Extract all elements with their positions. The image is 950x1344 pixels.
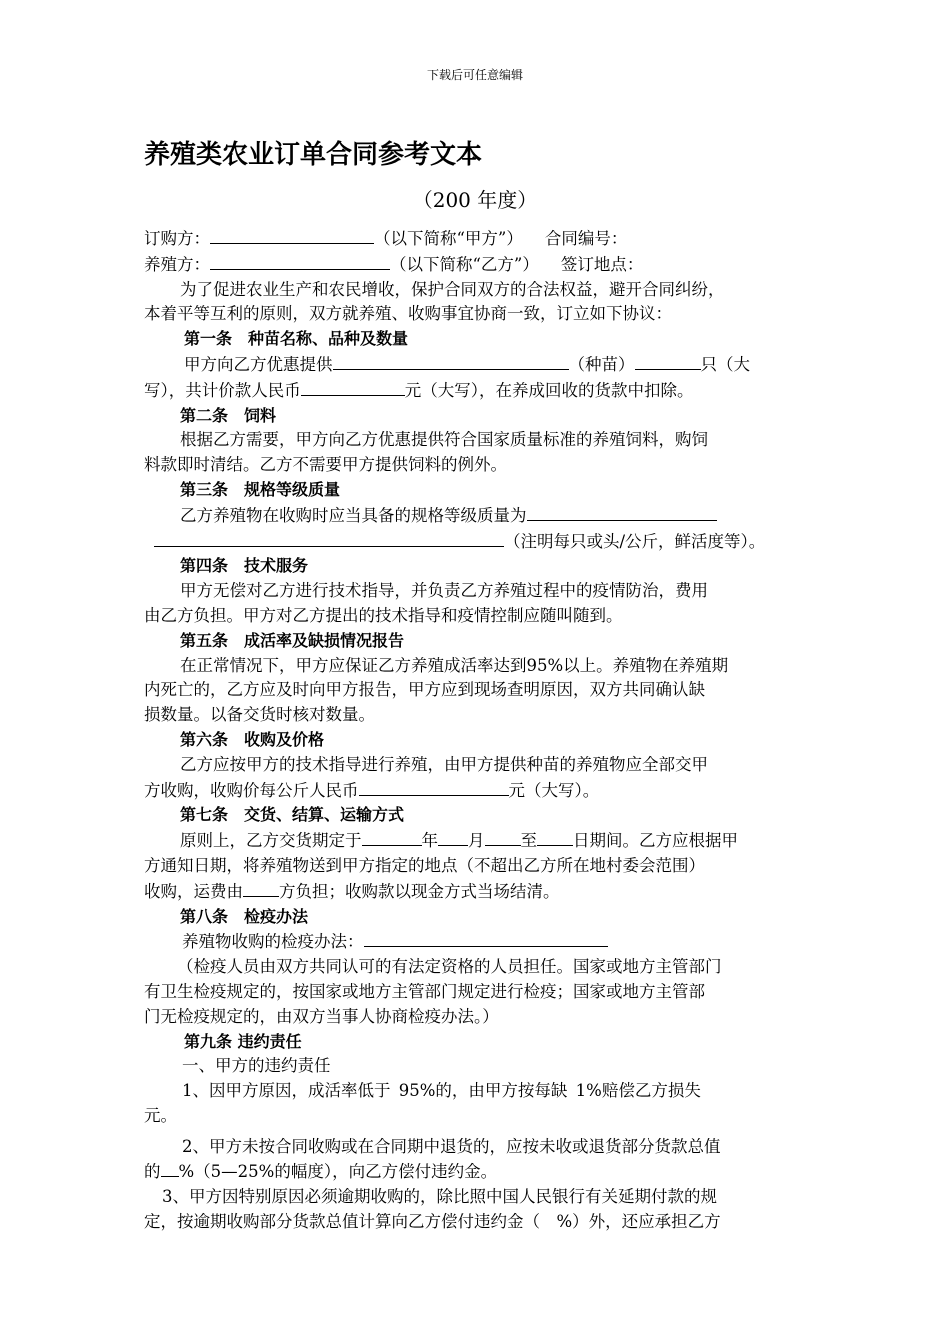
party-b-line: 养殖方： （以下简称“乙方”） 签订地点： <box>144 252 808 278</box>
article-2-line-1: 根据乙方需要，甲方向乙方优惠提供符合国家质量标准的养殖饲料，购饲 <box>180 430 708 450</box>
article-5-title: 第五条 成活率及缺损情况报告 <box>180 630 405 650</box>
article-1-line-1: 甲方向乙方优惠提供 （种苗） 只（大 <box>144 352 808 378</box>
article-3-title: 第三条 规格等级质量 <box>180 479 341 499</box>
article-8-line-2: （检疫人员由双方共同认可的有法定资格的人员担任。国家或地方主管部门 <box>177 957 722 977</box>
article-7-line-2: 方通知日期，将养殖物送到甲方指定的地点（不超出乙方所在地村委会范围） <box>144 855 705 875</box>
article-9-item-3-line-1: 3、甲方因特别原因必须逾期收购的，除比照中国人民银行有关延期付款的规 <box>162 1187 717 1207</box>
party-a-line: 订购方： （以下简称“甲方”） 合同编号： <box>144 226 808 252</box>
article-9-item-1-line-2: 元。 <box>144 1105 177 1125</box>
article-4-line-1: 甲方无偿对乙方进行技术指导，并负责乙方养殖过程中的疫情防治，费用 <box>180 581 708 601</box>
party-b-blank <box>210 252 390 270</box>
article-4-title: 第四条 技术服务 <box>180 556 309 576</box>
party-a-blank <box>210 226 374 244</box>
article-6-line-1: 乙方应按甲方的技术指导进行养殖，由甲方提供种苗的养殖物应全部交甲 <box>180 754 708 774</box>
article-1-line-2: 写），共计价款人民币 元（大写），在养成回收的货款中扣除。 <box>144 378 808 404</box>
contract-body <box>144 226 808 1235</box>
article-7-line-1: 原则上，乙方交货期定于 年 月 至 日期间。乙方应根据甲 <box>144 828 808 854</box>
article-6-line-2: 方收购，收购价每公斤人民币 元（大写）。 <box>144 778 808 804</box>
article-8-line-1: 养殖物收购的检疫办法： <box>144 929 808 955</box>
header-note: 下载后可任意编辑 <box>426 68 523 82</box>
article-9-item-2-line-2: 的 %（5—25%的幅度），向乙方偿付违约金。 <box>144 1159 808 1185</box>
article-7-line-3: 收购，运费由 方负担；收购款以现金方式当场结清。 <box>144 879 808 905</box>
article-9-item-3-line-2: 定，按逾期收购部分货款总值计算向乙方偿付违约金（ %）外，还应承担乙方 <box>144 1212 721 1232</box>
article-9-title: 第九条 违约责任 <box>184 1031 302 1051</box>
article-9-item-1-line-1: 1、因甲方原因，成活率低于 95%的，由甲方按每缺 1%赔偿乙方损失 <box>182 1081 701 1101</box>
preamble-line-1: 为了促进农业生产和农民增收，保护合同双方的合法权益，避开合同纠纷， <box>180 279 725 299</box>
article-8-line-3: 有卫生检疫规定的，按国家或地方主管部门规定进行检疫；国家或地方主管部 <box>144 981 705 1001</box>
article-3-line-1: 乙方养殖物在收购时应当具备的规格等级质量为 <box>144 503 808 529</box>
article-5-line-2: 内死亡的，乙方应及时向甲方报告，甲方应到现场查明原因，双方共同确认缺 <box>144 680 705 700</box>
article-5-line-1: 在正常情况下，甲方应保证乙方养殖成活率达到95%以上。养殖物在养殖期 <box>180 655 729 675</box>
article-9-item-2-line-1: 2、甲方未按合同收购或在合同期中退货的，应按未收或退货部分货款总值 <box>182 1136 721 1156</box>
article-5-line-3: 损数量。以备交货时核对数量。 <box>144 705 375 725</box>
document-subtitle: （200 年度） <box>412 188 538 212</box>
article-9-subheading-1: 一、甲方的违约责任 <box>182 1056 331 1076</box>
article-7-title: 第七条 交货、结算、运输方式 <box>180 805 405 825</box>
document-title: 养殖类农业订单合同参考文本 <box>144 140 483 170</box>
article-6-title: 第六条 收购及价格 <box>180 729 325 749</box>
article-2-title: 第二条 饲料 <box>180 405 277 425</box>
article-8-title: 第八条 检疫办法 <box>180 906 309 926</box>
article-2-line-2: 料款即时清结。乙方不需要甲方提供饲料的例外。 <box>144 455 507 475</box>
article-3-line-2: （注明每只或头/公斤，鲜活度等）。 <box>144 529 808 555</box>
preamble-line-2: 本着平等互利的原则，双方就养殖、收购事宜协商一致，订立如下协议： <box>144 304 672 324</box>
article-1-title: 第一条 种苗名称、品种及数量 <box>184 329 409 349</box>
article-8-line-4: 门无检疫规定的，由双方当事人协商检疫办法。） <box>144 1006 499 1026</box>
article-4-line-2: 由乙方负担。甲方对乙方提出的技术指导和疫情控制应随叫随到。 <box>144 605 623 625</box>
